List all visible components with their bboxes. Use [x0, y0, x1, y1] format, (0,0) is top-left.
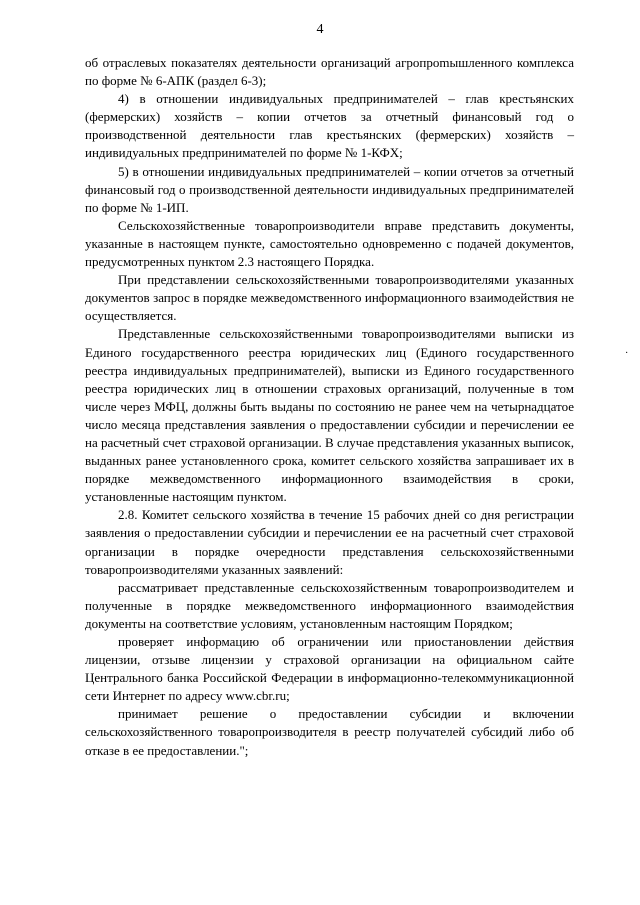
body-text: [85, 54, 574, 760]
paragraph-section-2-8: 2.8. Комитет сельского хозяйства в течение 15 рабочих дней со дня регистрации заявления о предоставлении субсидии и перечислении ее на расчетный счет страховой организации в порядке очередности представления сельскохозяйственными товаропроизводителями указанных заявлений:: [85, 507, 574, 577]
paragraph-extracts-validity: Представленные сельскохозяйственными товаропроизводителями выписки из Единого государственного реестра юридических лиц (Единого государственного реестра индивидуальных предпринимателей), выписки из Единого государственного реестра юридических лиц в отношении страховых организаций, полученные в том числе через МФЦ, должны быть выданы по состоянию не ранее чем на четырнадцатое число месяца представления заявления о предоставлении субсидии и перечислении ее на расчетный счет страховой организации. В случае представления указанных выписок, выданных ранее установленного срока, комитет сельского хозяйства запрашивает их в порядке межведомственного информационного взаимодействия в сроки, установленные настоящим пунктом.: [85, 326, 574, 505]
paragraph-no-request: При представлении сельскохозяйственными товаропроизводителями указанных документов запрос в порядке межведомственного информационного взаимодействия не осуществляется.: [85, 272, 574, 324]
paragraph-item-5: 5) в отношении индивидуальных предпринимателей – копии отчетов за отчетный финансовый год о производственной деятельности индивидуальных предпринимателей по форме № 1-ИП.: [85, 163, 574, 215]
paragraph-item-4: 4) в отношении индивидуальных предпринимателей – глав крестьянских (фермерских) хозяйств – копии отчетов за отчетный финансовый год о производственной деятельности глав крестьянских (фермерских) хозяйств – индивидуальных предпринимателей по форме № 1-КФХ;: [85, 91, 574, 161]
paragraph-self-submission: Сельскохозяйственные товаропроизводители вправе представить документы, указанные в настоящем пункте, самостоятельно одновременно с подачей документов, предусмотренных пунктом 2.3 настоящего Порядка.: [85, 217, 574, 270]
page-number: 4: [316, 22, 324, 37]
paragraph-makes-decision: принимает решение о предоставлении субсидии и включении сельскохозяйственного товаропроизводителя в реестр получателей субсидий либо об отказе в ее предоставлении.";: [85, 706, 574, 758]
paragraph-reviews-documents: рассматривает представленные сельскохозяйственным товаропроизводителем и полученные в порядке межведомственного информационного взаимодействия документы на соответствие условиям, установленным настоящим Порядком;: [85, 579, 574, 631]
scan-dot-mark: ·: [625, 348, 629, 359]
paragraph-checks-license: проверяет информацию об ограничении или приостановлении действия лицензии, отзыве лицензии у страховой организации на официальном сайте Центрального банка Российской Федерации в информационно-телекоммуникационной сети Интернет по адресу www.cbr.ru;: [85, 634, 574, 704]
paragraph-agro-report: об отраслевых показателях деятельности организаций агропроmышленного комплекса по форме № 6-АПК (раздел 6-3);: [85, 55, 574, 89]
